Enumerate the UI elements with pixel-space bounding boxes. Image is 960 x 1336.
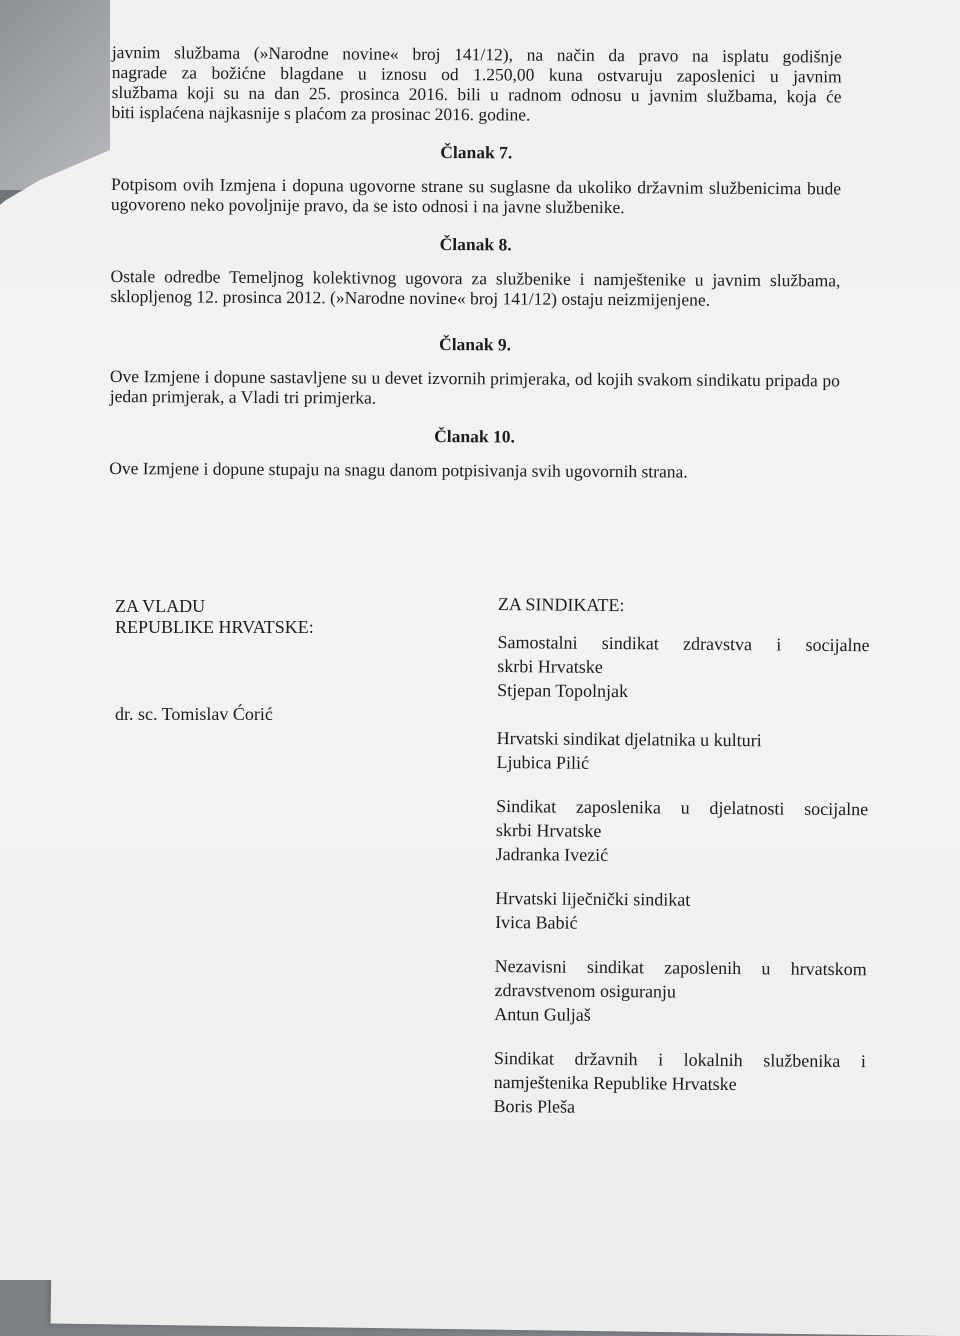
union-representative: Ivica Babić bbox=[495, 911, 578, 933]
article-7-text: Potpisom ovih Izmjena i dopuna ugovorne strane su suglasne da ukoliko državnim službenicima bude ugovoreno neko povoljnije pravo, da se isto odnosi i na javne službenike. bbox=[110, 173, 842, 218]
government-label-line1: ZA VLADU bbox=[115, 596, 206, 616]
article-10-heading: Članak 10. bbox=[434, 425, 515, 447]
union-representative: Jadranka Ivezić bbox=[495, 843, 609, 865]
unions-signature-block bbox=[493, 592, 870, 1141]
article-8-heading: Članak 8. bbox=[439, 234, 512, 255]
intro-line: nagrade za božićne blagdane u iznosu od 1.250,00 kuna ostvaruju zaposlenici u javnim bbox=[111, 61, 842, 87]
document-body bbox=[109, 28, 842, 482]
union-representative: Antun Guljaš bbox=[494, 1003, 591, 1025]
article-10-text: Ove Izmjene i dopune stupaju na snagu danom potpisivanja svih ugovornih strana. bbox=[109, 457, 688, 482]
union-name-line: Samostalni sindikat zdravstva i socijalne bbox=[497, 631, 870, 656]
article-7-heading: Članak 7. bbox=[440, 142, 513, 163]
government-signer: dr. sc. Tomislav Ćorić bbox=[115, 704, 273, 724]
intro-line: biti isplaćena najkasnije s plaćom za prosinac 2016. godine. bbox=[111, 101, 531, 125]
article-9-text: Ove Izmjene i dopune sastavljene su u devet izvornih primjeraka, od kojih svakom sindikatu pripada po jedan primjerak, a Vladi tri primjerka. bbox=[109, 365, 840, 408]
union-name-line: Hrvatski sindikat djelatnika u kulturi bbox=[496, 727, 762, 751]
government-signature-block bbox=[115, 596, 415, 725]
union-name-line: skrbi Hrvatske bbox=[497, 655, 603, 677]
union-entry bbox=[494, 954, 867, 1029]
intro-paragraph bbox=[111, 42, 841, 126]
article-8-text: Ostale odredbe Temeljnog kolektivnog ugovora za službenike i namještenike u javnim službama, sklopljenog 12. prosinca 2012. (»Narodne novine« broj 141/12) ostaju neizmijenjene. bbox=[110, 265, 841, 310]
union-representative: Ljubica Pilić bbox=[496, 751, 590, 773]
union-entry bbox=[497, 630, 870, 705]
union-entry bbox=[493, 1046, 866, 1121]
article-9-heading: Članak 9. bbox=[439, 334, 512, 355]
union-name-line: Sindikat zaposlenika u djelatnosti socijalne bbox=[496, 795, 869, 820]
government-label-line2: REPUBLIKE HRVATSKE: bbox=[115, 617, 314, 637]
union-representative: Boris Pleša bbox=[493, 1095, 576, 1117]
union-name-line: zdravstvenom osiguranju bbox=[494, 979, 677, 1002]
union-name-line: Sindikat državnih i lokalnih službenika i bbox=[493, 1047, 867, 1072]
unions-label: ZA SINDIKATE: bbox=[497, 593, 625, 616]
union-entry bbox=[496, 794, 869, 869]
union-name-line: Nezavisni sindikat zaposlenih u hrvatskom bbox=[494, 955, 867, 980]
union-representative: Stjepan Topolnjak bbox=[497, 679, 629, 702]
union-entry bbox=[496, 726, 868, 777]
union-name-line: Hrvatski liječnički sindikat bbox=[495, 887, 691, 910]
union-name-line: skrbi Hrvatske bbox=[495, 819, 602, 841]
intro-line: službama koji su na dan 25. prosinca 2016. bili u radnom odnosu u javnim službama, koja će bbox=[111, 81, 842, 107]
union-name-line: namještenika Republike Hrvatske bbox=[493, 1071, 737, 1095]
union-entry bbox=[495, 886, 867, 937]
intro-line: javnim službama (»Narodne novine« broj 141/12), na način da pravo na isplatu godišnje bbox=[111, 41, 842, 67]
